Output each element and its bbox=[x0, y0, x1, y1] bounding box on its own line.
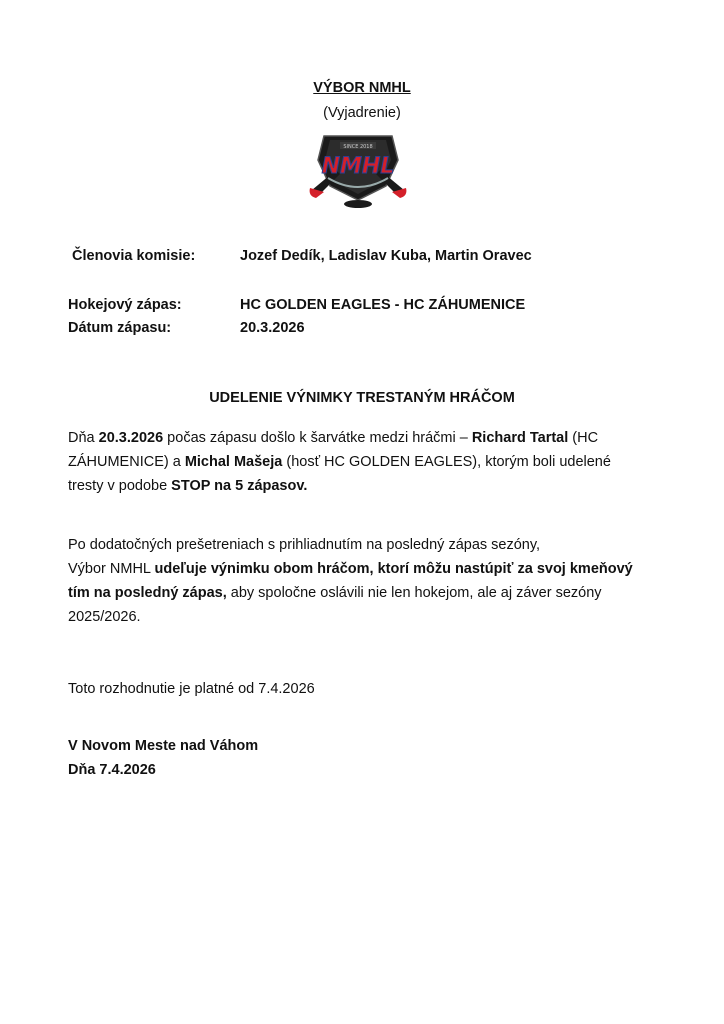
document-title: VÝBOR NMHL bbox=[313, 80, 411, 96]
p2-text: aby spoločne oslávili nie len hokejom, ale aj záver sezóny bbox=[226, 585, 602, 601]
date-label: Dátum zápasu: bbox=[68, 320, 172, 336]
validity-statement: Toto rozhodnutie je platné od 7.4.2026 bbox=[68, 681, 315, 697]
match-value: HC GOLDEN EAGLES - HC ZÁHUMENICE bbox=[240, 297, 526, 313]
p1-date: 20.3.2026 bbox=[98, 430, 164, 446]
p1-text: tresty v podobe bbox=[68, 478, 172, 494]
p1-text: počas zápasu došlo k šarvátke medzi hráčmi – bbox=[163, 430, 472, 446]
section-heading: UDELENIE VÝNIMKY TRESTANÝM HRÁČOM bbox=[209, 390, 515, 406]
p1-text: ZÁHUMENICE) a bbox=[68, 454, 185, 470]
p2-line: Po dodatočných prešetreniach s prihliadnutím na posledný zápas sezóny, bbox=[68, 537, 541, 553]
paragraph-decision bbox=[68, 533, 668, 629]
nmhl-logo bbox=[306, 126, 410, 212]
p2-exception: tím na posledný zápas, bbox=[68, 585, 227, 601]
p2-exception: udeľuje výnimku obom hráčom, ktorí môžu nastúpiť za svoj kmeňový bbox=[154, 561, 633, 577]
p1-player-1: Richard Tartal bbox=[471, 430, 569, 446]
logo-text: NMHL bbox=[321, 154, 395, 179]
signature-place: V Novom Meste nad Váhom bbox=[68, 738, 259, 754]
members-value: Jozef Dedík, Ladislav Kuba, Martin Oravec bbox=[240, 248, 532, 264]
p1-text: (HC bbox=[568, 430, 599, 446]
p1-text: (hosť HC GOLDEN EAGLES), ktorým boli udelené bbox=[282, 454, 611, 470]
document-subtitle: (Vyjadrenie) bbox=[323, 105, 401, 121]
p2-text: Výbor NMHL bbox=[68, 561, 155, 577]
logo-banner-text: SINCE 2018 bbox=[343, 144, 373, 150]
paragraph-incident bbox=[68, 426, 668, 498]
members-label: Členovia komisie: bbox=[72, 248, 196, 264]
p2-line: 2025/2026. bbox=[68, 609, 141, 625]
signature-date: Dňa 7.4.2026 bbox=[68, 762, 156, 778]
p1-penalty: STOP na 5 zápasov. bbox=[171, 478, 308, 494]
match-label: Hokejový zápas: bbox=[68, 297, 182, 313]
p1-player-2: Michal Mašeja bbox=[184, 454, 283, 470]
date-value: 20.3.2026 bbox=[240, 320, 305, 336]
p1-text: Dňa bbox=[68, 430, 99, 446]
